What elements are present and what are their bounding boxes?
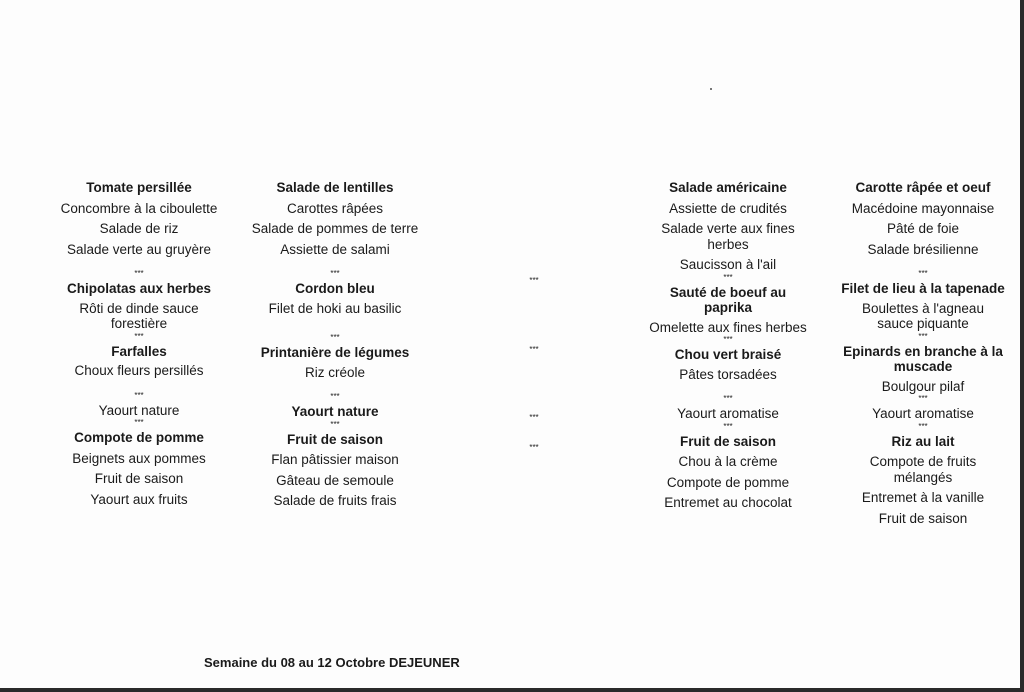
menu-item: Rôti de dinde sauce forestière [79, 300, 199, 331]
course-separator: *** [723, 421, 733, 431]
menu-item: Assiette de salami [280, 241, 390, 257]
menu-item: Epinards en branche à la muscade [843, 343, 1003, 374]
menu-item: Flan pâtissier maison [271, 452, 399, 467]
menu-item: Carottes râpées [286, 200, 384, 216]
course-separator: *** [723, 272, 733, 282]
course-separator: *** [134, 418, 144, 427]
menu-item: Boulettes à l'agneau sauce piquante [862, 300, 984, 331]
menu-item: Yaourt aromatise [872, 406, 974, 421]
menu-item: Assiette de crudités [669, 200, 787, 216]
menu-item: Concombre à la ciboulette [60, 200, 218, 216]
menu-item: Salade de fruits frais [273, 493, 397, 508]
menu-item: Salade de riz [99, 221, 179, 236]
menu-item: Fruit de saison [679, 433, 777, 449]
menu-item: Compote de pomme [74, 430, 204, 445]
scan-border-bottom [0, 688, 1024, 692]
menu-item: Macédoine mayonnaise [851, 200, 995, 216]
course-separator: *** [529, 345, 539, 354]
menu-item: Salade de lentilles [276, 180, 394, 195]
page-footer: Semaine du 08 au 12 Octobre DEJEUNER [204, 655, 460, 670]
menu-item: Chipolatas aux herbes [66, 281, 212, 296]
menu-item: Printanière de légumes [260, 345, 410, 360]
menu-item: Salade verte aux fines herbes [661, 221, 795, 252]
menu-item: Choux fleurs persillés [74, 363, 204, 378]
menu-item: Pâtes torsadées [679, 366, 777, 382]
course-separator: *** [134, 331, 144, 341]
menu-item: Cordon bleu [295, 281, 375, 296]
menu-item: Yaourt aux fruits [90, 491, 188, 507]
menu-item: Fruit de saison [286, 431, 384, 447]
menu-item: Salade brésilienne [867, 241, 979, 257]
menu-item: Filet de lieu à la tapenade [841, 281, 1005, 296]
menu-column-1 [39, 180, 239, 507]
course-separator: *** [918, 421, 928, 431]
menu-item: Chou vert braisé [674, 347, 782, 362]
course-separator: *** [330, 392, 340, 401]
menu-item: Boulgour pilaf [881, 378, 965, 394]
menu-column-4 [628, 180, 828, 511]
menu-item: Riz au lait [891, 433, 955, 449]
menu-item: Entremet à la vanille [861, 490, 985, 505]
course-separator: *** [134, 390, 144, 400]
menu-item: Salade américaine [669, 180, 787, 195]
menu-item: Farfalles [111, 343, 167, 359]
course-separator: *** [723, 394, 733, 403]
course-separator: *** [918, 394, 928, 403]
menu-item: Chou à la crème [678, 454, 778, 469]
scan-speck [710, 88, 712, 90]
menu-item: Carotte râpée et oeuf [855, 180, 991, 195]
course-separator: *** [723, 335, 733, 344]
course-separator: *** [918, 269, 928, 278]
course-separator: *** [918, 331, 928, 341]
menu-item: Beignets aux pommes [72, 450, 206, 466]
menu-item: Tomate persillée [86, 180, 192, 195]
course-separator: *** [330, 419, 340, 429]
menu-column-3 [434, 276, 634, 453]
menu-item: Pâté de foie [886, 221, 960, 236]
menu-item: Omelette aux fines herbes [649, 319, 807, 335]
menu-item: Yaourt nature [291, 404, 379, 419]
course-separator: *** [529, 413, 539, 422]
menu-item: Riz créole [304, 364, 366, 380]
menu-item: Saucisson à l'ail [679, 257, 777, 272]
menu-item: Entremet au chocolat [664, 495, 792, 510]
menu-item: Salade verte au gruyère [66, 241, 212, 257]
menu-item: Filet de hoki au basilic [268, 300, 402, 316]
menu-item: Yaourt nature [98, 402, 180, 418]
menu-column-2 [235, 180, 435, 509]
menu-item: Sauté de boeuf au paprika [669, 284, 787, 315]
menu-item: Yaourt aromatise [677, 406, 779, 421]
course-separator: *** [529, 443, 539, 452]
menu-item: Salade de pommes de terre [251, 221, 419, 236]
menu-item: Compote de pomme [666, 474, 790, 490]
course-separator: *** [330, 333, 340, 342]
course-separator: *** [134, 269, 144, 278]
course-separator: *** [330, 269, 340, 278]
menu-item: Compote de fruits mélangés [869, 454, 977, 485]
menu-item: Fruit de saison [94, 471, 184, 486]
menu-item: Gâteau de semoule [276, 472, 394, 488]
menu-column-5 [823, 180, 1023, 526]
menu-item: Fruit de saison [878, 510, 968, 526]
course-separator: *** [529, 276, 539, 285]
